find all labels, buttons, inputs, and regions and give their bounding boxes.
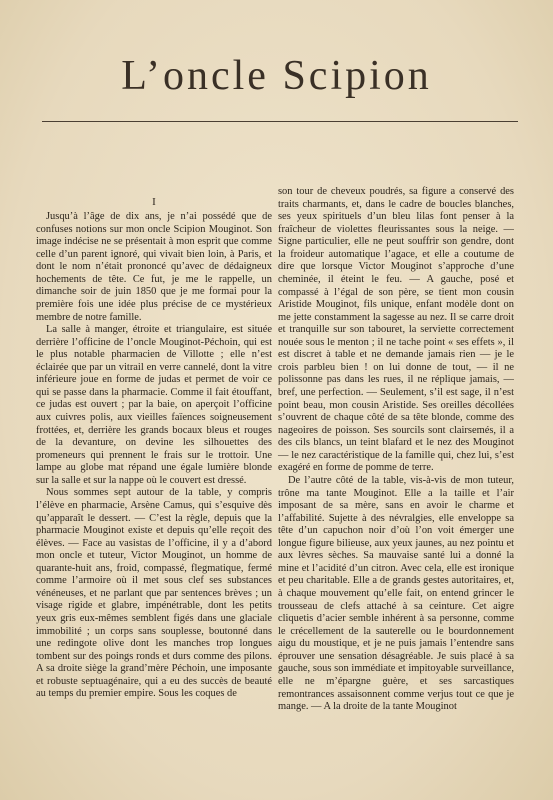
paragraph: son tour de cheveux poudrés, sa figure a conservé des traits charmants, et, dans le cadre de boucles blanches, ses yeux spirituels d’un bleu lilas font penser à la fraîcheur de violettes fleurissantes sous la neige. — Signe particulier, elle ne peut souffrir son gendre, dont la froideur automatique l’agace, et elle a coutume de dire que lorsque Victor Mouginot s’approche d’une cheminée, il éteint le feu. — A gauche, posé et compassé à l’égal de son père, se tient mon cousin Aristide Mouginot, fils unique, enfant modèle dont on me jette constamment la sagesse au nez. Il se carre droit et tranquille sur son tabouret, la serviette correctement nouée sous le menton ; il ne tache point « ses effets », il est discret à table et ne demande jamais rien — je le crois parbleu bien ! on lui donne de tout, — il ne polissonne pas dans les rues, il ne réplique jamais, — bref, une perfection. — Seulement, s’il est sage, il n’est point beau, mon cousin Aristide. Ses oreilles décollées s’ouvrent de chaque côté de sa tête blonde, comme des nageoires de poisson. Ses sourcils sont clairsemés, il a des cils blancs, un teint blafard et le nez des Mouginot — le nez caractéristique de la famille qui, chez lui, s’est exagéré en forme de pomme de terre.	[278, 186, 514, 474]
section-number: I	[152, 196, 156, 208]
paragraph: La salle à manger, étroite et triangulaire, est située derrière l’officine de l’oncle Mouginot-Péchoin, qui est le plus notable pharmacien de Villotte ; elle n’est éclairée que par un vitrail en verre cannelé, dont la vitre inférieure joue en forme de judas et permet de voir ce qui se passe dans la pharmacie. Comme il fait étouffant, ce judas est ouvert ; par la baie, on aperçoit l’officine aux cuivres polis, aux vieilles faïences soigneusement frottées, et, derrière les grands bocaux bleus et rouges de la devanture, on devine les silhouettes des promeneurs qui prennent le frais sur le trottoir. Une lampe au globe mat répand une égale lumière blonde sur la salle et sur la nappe où le couvert est dressé.	[36, 324, 272, 486]
chapter-title: L’oncle Scipion	[121, 53, 432, 99]
paragraph: Jusqu’à l’âge de dix ans, je n’ai possédé que de confuses notions sur mon oncle Scipion Mouginot. Son image indécise ne se présentait à mon esprit que comme celle d’un parent ignoré, qui vivait bien loin, à Paris, et dont le nom n’était prononcé qu’avec de dédaigneux hochements de tête. Ce fut, je me le rappelle, un dimanche soir de juin 1850 que je me formai pour la première fois une idée plus précise de ce mystérieux membre de notre famille.	[36, 211, 272, 323]
right-column	[278, 186, 514, 714]
title-rule	[42, 121, 518, 122]
paragraph: Nous sommes sept autour de la table, y compris l’élève en pharmacie, Arsène Camus, qui s’esquive dès qu’apparaît le dessert. — C’est la règle, depuis que la pharmacie Mouginot existe et depuis qu’elle reçoit des élèves. — Face au vasistas de l’officine, il y a d’abord mon oncle et tuteur, Victor Mouginot, un homme de quarante-huit ans, froid, compassé, flegmatique, fermé comme l’armoire où il met sous clef ses substances vénéneuses, et ne parlant que par sentences brèves ; un visage rigide et glabre, impénétrable, dont les petits yeux gris eux-mêmes semblent figés dans une glaciale immobilité ; un corps sans souplesse, boutonné dans une redingote olive dont les manches trop longues tombent sur des poings ronds et durs comme des pilons. A sa droite siège la grand’mère Péchoin, une imposante et robuste septuagénaire, qui a eu des succès de beauté au temps du premier empire. Sous les coques de	[36, 487, 272, 700]
left-column	[36, 211, 272, 701]
paragraph: De l’autre côté de la table, vis-à-vis de mon tuteur, trône ma tante Mouginot. Elle a la taille et l’air imposant de sa mère, sans en avoir le charme et l’affabilité. Sujette à des névralgies, elle enveloppe sa tête d’un capuchon noir d’où l’on voit émerger une longue figure bilieuse, aux yeux jaunes, au nez pointu et aux lèvres sèches. Sa mauvaise santé lui a donné la mine et l’acidité d’un citron. Avec cela, elle est ironique et peu charitable. Elle a de grands gestes autoritaires, et, à chaque mouvement qu’elle fait, on entend grincer le trousseau de clefs attaché à sa ceinture. Cet aigre cliquetis d’acier semble inhérent à sa personne, comme le crécellement de la sauterelle ou le bourdonnement aigu du moustique, et je ne puis jamais l’entendre sans éprouver une sensation désagréable. Je suis placé à sa gauche, sous son immédiate et impitoyable surveillance, elle ne m’épargne guère, et ses sarcastiques remontrances assaisonnent comme verjus tout ce que je mange. — A la droite de la tante Mouginot	[278, 474, 514, 713]
